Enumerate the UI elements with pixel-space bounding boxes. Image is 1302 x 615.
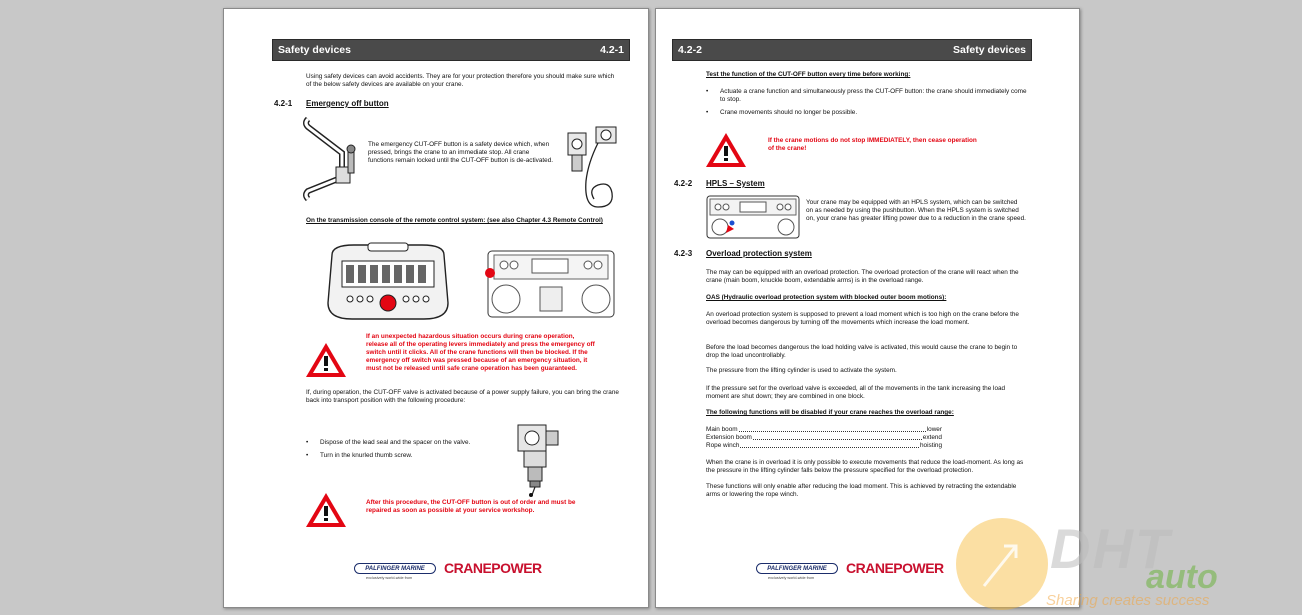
warning-text-2: After this procedure, the CUT-OFF button is out of order and must be repaired as soon as possible at your service workshop. xyxy=(366,499,576,514)
function-action: extend xyxy=(922,434,942,441)
header-page-number: 4.2-2 xyxy=(678,44,702,56)
warning-triangle-icon xyxy=(704,131,748,169)
warning-triangle-icon xyxy=(304,341,348,379)
disabled-functions-heading: The following functions will be disabled if your crane reaches the overload range: xyxy=(706,409,954,416)
intro-text: Using safety devices can avoid accidents. They are for your protection therefore you should make sure which of the below safety devices are available on your crane. xyxy=(306,73,615,88)
valve-thumb-screw-illustration xyxy=(510,417,572,497)
palfinger-marine-logo: PALFINGER MARINE xyxy=(354,563,436,574)
overload-section-title: Overload protection system xyxy=(706,249,812,258)
palfinger-marine-logo: PALFINGER MARINE xyxy=(756,563,838,574)
section-title: Emergency off button xyxy=(306,99,389,108)
emergency-description: The emergency CUT-OFF button is a safety device which, when pressed, brings the crane to an immediate stop. All crane functions remain locked until the CUT-OFF button is de-activated. xyxy=(368,141,554,164)
overload-section-number: 4.2-3 xyxy=(674,249,693,258)
disabled-functions-list xyxy=(706,426,942,450)
emergency-handle-illustration xyxy=(302,113,364,205)
function-name: Main boom xyxy=(706,426,738,433)
function-action: hoisting xyxy=(919,442,942,449)
console-heading: On the transmission console of the remote control system: (see also Chapter 4.3 Remote Control) xyxy=(306,217,603,224)
cranepower-logo: CRANEPOWER xyxy=(846,560,944,576)
header-title: Safety devices xyxy=(953,44,1026,56)
overload-paragraph-4: The pressure from the lifting cylinder is used to activate the system. xyxy=(706,367,897,374)
watermark-brand-text: auto xyxy=(1146,558,1218,596)
function-name: Extension boom xyxy=(706,434,752,441)
hpls-section-number: 4.2-2 xyxy=(674,179,693,188)
test-step-1: • Actuate a crane function and simultaneously press the CUT-OFF button: the crane should immediately come to stop. xyxy=(720,88,1030,104)
page-header xyxy=(672,39,1032,61)
test-step-2: • Crane movements should no longer be possible. xyxy=(720,109,1030,117)
test-heading: Test the function of the CUT-OFF button every time before working: xyxy=(706,71,911,78)
oas-heading: OAS (Hydraulic overload protection system with blocked outer boom motions): xyxy=(706,294,947,301)
warning-text-1: If an unexpected hazardous situation occurs during crane operation, release all of the operating levers immediately and press the emergency off switch until it clicks. All of the crane functions will then be blocked. If the emergency off switch was pressed because of an emergency situation, it must not be released until safe crane operation has been guaranteed. xyxy=(366,333,595,372)
function-row xyxy=(706,434,942,442)
overload-paragraph-1: The may can be equipped with an overload protection. The overload protection of the crane will react when the crane (main boom, knuckle boom, extendable arms) is in the overload range. xyxy=(706,269,1019,284)
logo-tagline: exclusively world-wide from xyxy=(366,576,413,580)
remote-console-front-illustration xyxy=(484,247,618,321)
header-page-number: 4.2-1 xyxy=(600,44,624,56)
watermark-circle-logo xyxy=(954,516,1050,612)
function-action: lower xyxy=(926,426,942,433)
watermark-logo-text: DHT xyxy=(1050,517,1172,580)
watermark-slogan: Sharing creates success xyxy=(1046,592,1210,609)
step-2: • Turn in the knurled thumb screw. xyxy=(320,452,510,460)
cutoff-warning-text: If the crane motions do not stop IMMEDIATELY, then cease operation of the crane! xyxy=(768,137,977,152)
cranepower-logo: CRANEPOWER xyxy=(444,560,542,576)
page-header xyxy=(272,39,630,61)
step-1: • Dispose of the lead seal and the spacer on the valve. xyxy=(320,439,510,447)
logo-tagline: exclusively world-wide from xyxy=(768,576,815,580)
hpls-text: Your crane may be equipped with an HPLS system, which can be switched on as needed by using the pushbutton. When the HPLS system is switched on, your crane has greater lifting power due to a reduction in the crane speed. xyxy=(806,199,1026,222)
overload-paragraph-6: When the crane is in overload it is only possible to execute movements that reduce the load-moment. As long as the pressure in the lifting cylinder falls below the pressure specified for the overload protection. xyxy=(706,459,1024,474)
warning-triangle-icon xyxy=(304,491,348,529)
header-title: Safety devices xyxy=(278,44,351,56)
document-page-1 xyxy=(223,8,649,608)
function-row xyxy=(706,442,942,450)
dht-auto-watermark xyxy=(940,510,1302,615)
remote-console-illustration xyxy=(324,241,452,323)
overload-paragraph-3: Before the load becomes dangerous the load holding valve is activated, this would cause the crane to begin to drop the load uncontrollably. xyxy=(706,344,1018,359)
hpls-panel-illustration xyxy=(706,195,800,239)
overload-paragraph-7: These functions will only enable after reducing the load moment. This is achieved by retracting the extendable arms or lowering the rope winch. xyxy=(706,483,1017,498)
overload-paragraph-5: If the pressure set for the overload valve is exceeded, all of the movements in the tank increasing the load moment are shut down; they are combined in one block. xyxy=(706,385,1006,400)
function-row xyxy=(706,426,942,434)
power-failure-text: If, during operation, the CUT-OFF valve is activated because of a power supply failure, you can bring the crane back into transport position with the following procedure: xyxy=(306,389,619,404)
cutoff-valve-illustration xyxy=(558,123,630,211)
hpls-section-title: HPLS – System xyxy=(706,179,765,188)
overload-paragraph-2: An overload protection system is supposed to prevent a load moment which is too high on the crane before the overload becomes dangerous by turning off the movements which increase the load moment. xyxy=(706,311,1019,326)
section-number: 4.2-1 xyxy=(274,99,293,108)
function-name: Rope winch xyxy=(706,442,740,449)
